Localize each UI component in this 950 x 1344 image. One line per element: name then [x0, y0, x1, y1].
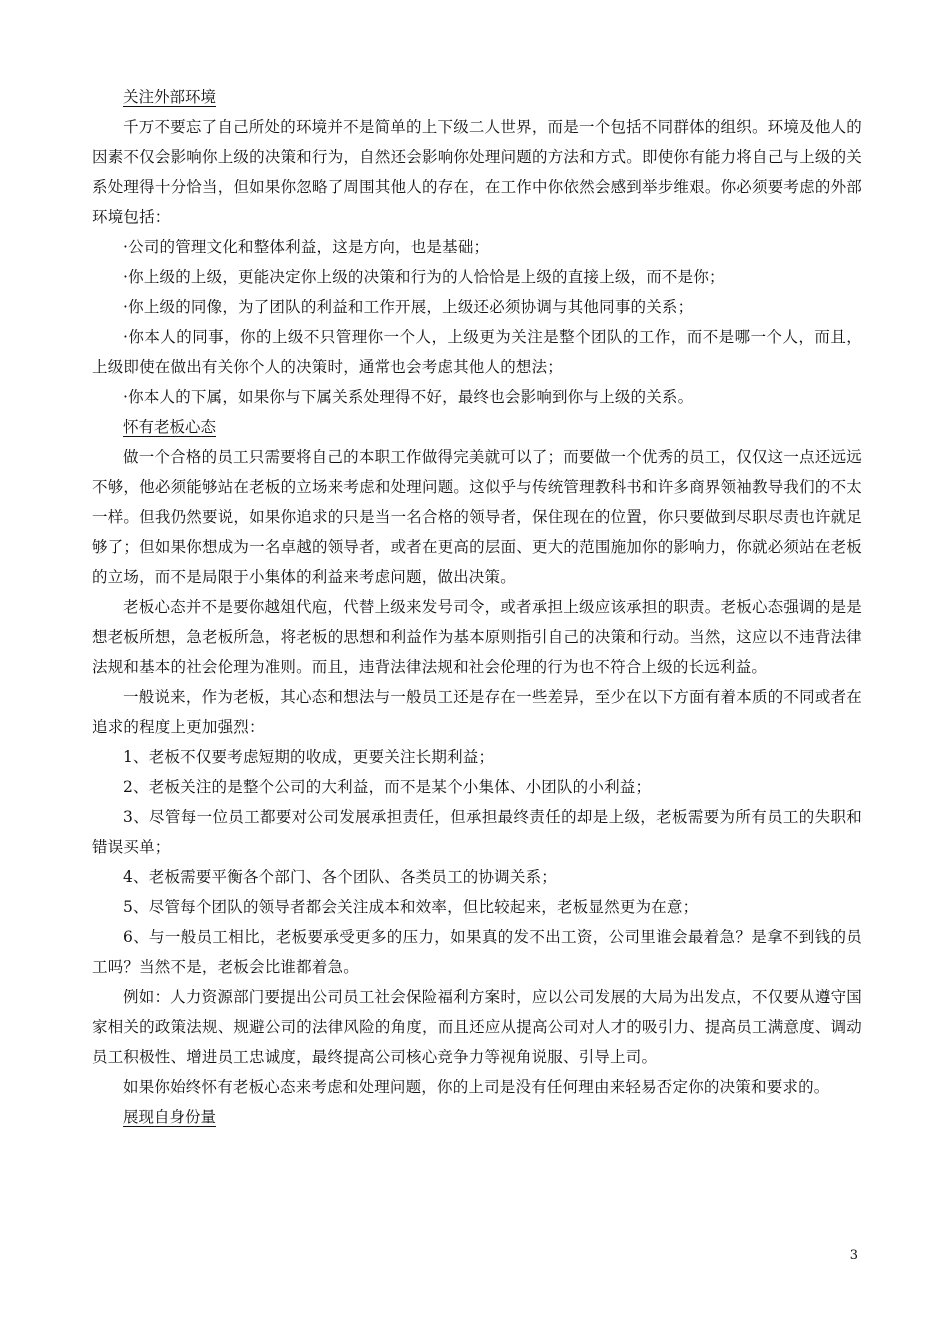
numbered-item: 3、尽管每一位员工都要对公司发展承担责任，但承担最终责任的却是上级，老板需要为所有员工的失职和错误买单； [92, 808, 862, 856]
body-paragraph: 老板心态并不是要你越俎代庖，代替上级来发号司令，或者承担上级应该承担的职责。老板心态强调的是是想老板所想，急老板所急，将老板的思想和利益作为基本原则指引自己的决策和行动。当然，这应以不违背法律法规和基本的社会伦理为准则。而且，违背法律法规和社会伦理的行为也不符合上级的长远利益。 [92, 598, 862, 676]
bullet-item: ·公司的管理文化和整体利益，这是方向，也是基础； [123, 238, 490, 256]
bullet-item: ·你上级的同像，为了团队的利益和工作开展，上级还必须协调与其他同事的关系； [123, 298, 694, 316]
bullet-item: ·你上级的上级，更能决定你上级的决策和行为的人恰恰是上级的直接上级，而不是你； [123, 268, 725, 286]
bullet-item: ·你本人的下属，如果你与下属关系处理得不好，最终也会影响到你与上级的关系。 [123, 388, 694, 406]
body-paragraph: 例如：人力资源部门要提出公司员工社会保险福利方案时，应以公司发展的大局为出发点，不仅要从遵守国家相关的政策法规、规避公司的法律风险的角度，而且还应从提高公司对人才的吸引力、提高员工满意度、调动员工积极性、增进员工忠诚度，最终提高公司核心竞争力等视角说服、引导上司。 [92, 988, 862, 1066]
section-heading-external-environment: 关注外部环境 [123, 88, 217, 106]
numbered-item: 5、尽管每个团队的领导者都会关注成本和效率，但比较起来，老板显然更为在意； [123, 898, 699, 916]
body-paragraph: 做一个合格的员工只需要将自己的本职工作做得完美就可以了；而要做一个优秀的员工，仅仅这一点还远远不够，他必须能够站在老板的立场来考虑和处理问题。这似乎与传统管理教科书和许多商界领袖教导我们的不太一样。但我仍然要说，如果你追求的只是当一名合格的领导者，保住现在的位置，你只要做到尽职尽责也许就足够了；但如果你想成为一名卓越的领导者，或者在更高的层面、更大的范围施加你的影响力，你就必须站在老板的立场，而不是局限于小集体的利益来考虑问题，做出决策。 [92, 448, 862, 586]
numbered-item: 1、老板不仅要考虑短期的收成，更要关注长期利益； [123, 748, 495, 766]
body-paragraph: 一般说来，作为老板，其心态和想法与一般员工还是存在一些差异，至少在以下方面有着本质的不同或者在追求的程度上更加强烈： [92, 688, 862, 736]
bullet-item: ·你本人的同事，你的上级不只管理你一个人，上级更为关注是整个团队的工作，而不是哪一个人，而且，上级即使在做出有关你个人的决策时，通常也会考虑其他人的想法； [92, 328, 862, 376]
numbered-item: 6、与一般员工相比，老板要承受更多的压力，如果真的发不出工资，公司里谁会最着急？是拿不到钱的员工吗？当然不是，老板会比谁都着急。 [92, 928, 862, 976]
numbered-item: 4、老板需要平衡各个部门、各个团队、各类员工的协调关系； [123, 868, 557, 886]
page-number: 3 [849, 1248, 858, 1263]
document-page [92, 82, 862, 1132]
numbered-item: 2、老板关注的是整个公司的大利益，而不是某个小集体、小团队的小利益； [123, 778, 652, 796]
body-paragraph: 千万不要忘了自己所处的环境并不是简单的上下级二人世界，而是一个包括不同群体的组织。环境及他人的因素不仅会影响你上级的决策和行为，自然还会影响你处理问题的方法和方式。即使你有能力将自己与上级的关系处理得十分恰当，但如果你忽略了周围其他人的存在，在工作中你依然会感到举步维艰。你必须要考虑的外部环境包括： [92, 118, 862, 226]
body-paragraph: 如果你始终怀有老板心态来考虑和处理问题，你的上司是没有任何理由来轻易否定你的决策和要求的。 [123, 1078, 830, 1096]
section-heading-show-weight: 展现自身份量 [123, 1108, 217, 1126]
section-heading-boss-mindset: 怀有老板心态 [123, 418, 217, 436]
